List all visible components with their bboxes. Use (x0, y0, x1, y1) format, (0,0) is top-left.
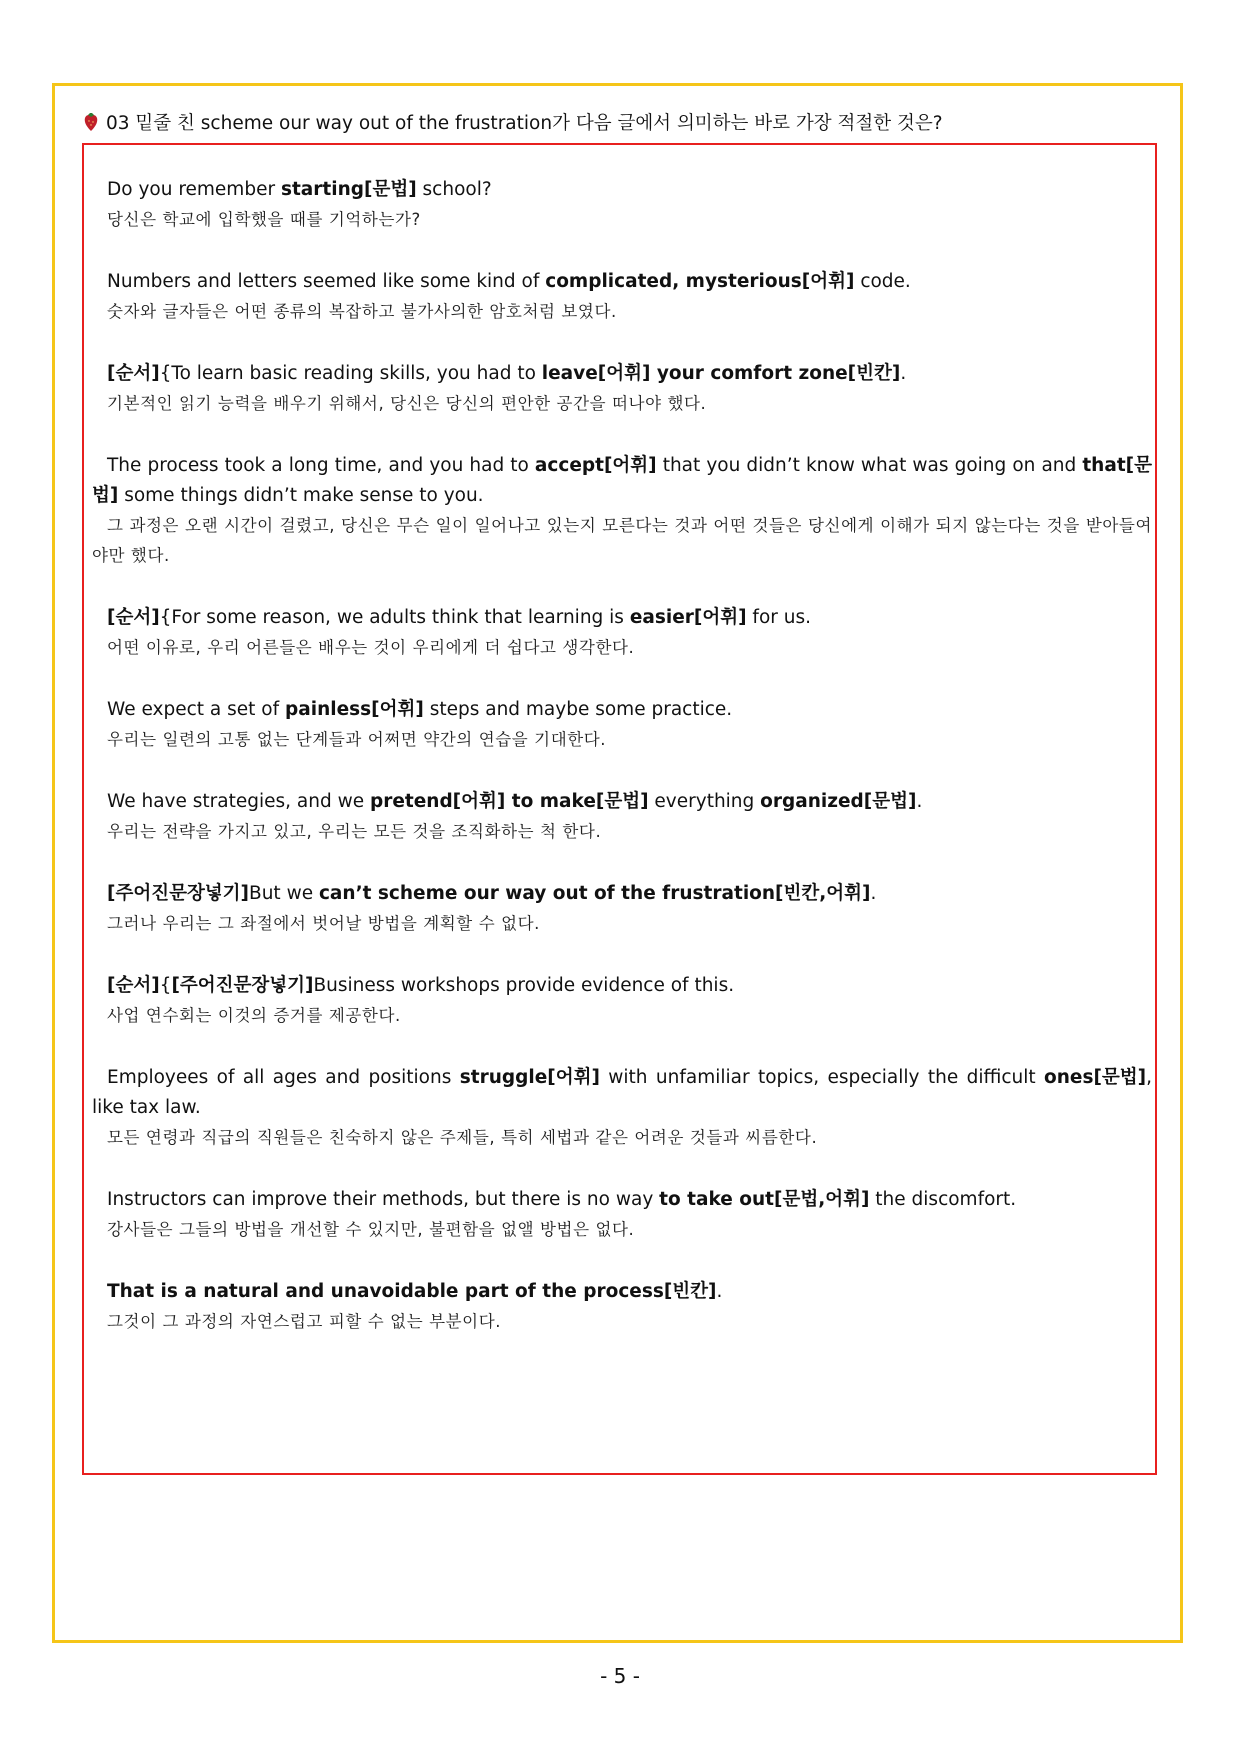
sentence-text: school? (416, 179, 492, 200)
sentence-text: Numbers and letters seemed like some kind of (107, 271, 546, 292)
korean-translation: 모든 연령과 직급의 직원들은 친숙하지 않은 주제들, 특히 세법과 같은 어려운 것들과 씨름한다. (107, 1128, 818, 1147)
korean-translation: 우리는 일련의 고통 없는 단계들과 어쩌면 약간의 연습을 기대한다. (107, 730, 607, 749)
sentence-text: for us. (746, 607, 811, 628)
sentence-text: Employees of all ages and positions (107, 1067, 460, 1088)
english-sentence (92, 787, 1152, 817)
highlighted-phrase: ones[문법] (1044, 1067, 1147, 1088)
sentence-text: . (716, 1281, 723, 1302)
highlighted-phrase: [순서] (107, 975, 160, 996)
english-sentence (92, 1185, 1152, 1215)
sentence-block (92, 787, 1152, 847)
highlighted-phrase: [주어진문장넣기] (107, 883, 250, 904)
sentence-text: everything (648, 791, 761, 812)
sentence-block (92, 695, 1152, 755)
sentence-block (92, 267, 1152, 327)
korean-translation: 그것이 그 과정의 자연스럽고 피할 수 없는 부분이다. (107, 1312, 502, 1331)
sentence-text: with unfamiliar topics, especially the difficult (599, 1067, 1045, 1088)
sentence-text: code. (854, 271, 911, 292)
highlighted-phrase: [순서] (107, 363, 160, 384)
korean-translation: 우리는 전략을 가지고 있고, 우리는 모든 것을 조직화하는 척 한다. (107, 822, 602, 841)
sentence-text: We have strategies, and we (107, 791, 370, 812)
highlighted-phrase: complicated, mysterious[어휘] (545, 271, 855, 292)
english-sentence (92, 451, 1152, 511)
highlighted-phrase: That is a natural and unavoidable part of the process[빈칸] (107, 1281, 717, 1302)
english-sentence (92, 695, 1152, 725)
sentence-text: { (159, 975, 172, 996)
sentence-text: some things didn’t make sense to you. (118, 485, 484, 506)
english-sentence (92, 1063, 1152, 1123)
sentence-text: Business workshops provide evidence of this. (313, 975, 735, 996)
sentence-block (92, 971, 1152, 1031)
sentence-text: {For some reason, we adults think that learning is (159, 607, 630, 628)
highlighted-phrase: leave[어휘] your comfort zone[빈칸] (541, 363, 901, 384)
sentence-block (92, 359, 1152, 419)
english-sentence (92, 175, 1152, 205)
sentence-text: . (916, 791, 923, 812)
english-sentence (92, 879, 1152, 909)
english-sentence (92, 971, 1152, 1001)
passage-sentences (92, 175, 1152, 1369)
highlighted-phrase: accept[어휘] (534, 455, 657, 476)
korean-translation: 어떤 이유로, 우리 어른들은 배우는 것이 우리에게 더 쉽다고 생각한다. (107, 638, 635, 657)
korean-translation: 사업 연수회는 이것의 증거를 제공한다. (107, 1006, 401, 1025)
sentence-block (92, 1063, 1152, 1153)
korean-translation: 그러나 우리는 그 좌절에서 벗어날 방법을 계획할 수 없다. (107, 914, 541, 933)
sentence-text: The process took a long time, and you had to (107, 455, 535, 476)
highlighted-phrase: [순서] (107, 607, 160, 628)
korean-translation: 기본적인 읽기 능력을 배우기 위해서, 당신은 당신의 편안한 공간을 떠나야 했다. (107, 394, 707, 413)
english-sentence (92, 267, 1152, 297)
sentence-text: Do you remember (107, 179, 281, 200)
highlighted-phrase: organized[문법] (760, 791, 917, 812)
highlighted-phrase: starting[문법] (280, 179, 417, 200)
question-text: 03 밑줄 친 scheme our way out of the frustration가 다음 글에서 의미하는 바로 가장 적절한 것은? (106, 113, 943, 134)
highlighted-phrase: struggle[어휘] (459, 1067, 600, 1088)
page-number: - 5 - (600, 1664, 640, 1688)
sentence-block (92, 1277, 1152, 1337)
highlighted-phrase: pretend[어휘] to make[문법] (369, 791, 649, 812)
sentence-text: We expect a set of (107, 699, 285, 720)
sentence-text: {To learn basic reading skills, you had to (159, 363, 542, 384)
sentence-text: the discomfort. (869, 1189, 1017, 1210)
highlighted-phrase: that[문법] (92, 455, 1152, 506)
korean-translation: 그 과정은 오랜 시간이 걸렸고, 당신은 무슨 일이 일어나고 있는지 모른다는 것과 어떤 것들은 당신에게 이해가 되지 않는다는 것을 받아들여야만 했다. (92, 516, 1152, 565)
sentence-block (92, 879, 1152, 939)
korean-translation: 숫자와 글자들은 어떤 종류의 복잡하고 불가사의한 암호처럼 보였다. (107, 302, 617, 321)
highlighted-phrase: to take out[문법,어휘] (659, 1189, 870, 1210)
sentence-block (92, 451, 1152, 571)
sentence-text: that you didn’t know what was going on and (656, 455, 1083, 476)
korean-translation: 강사들은 그들의 방법을 개선할 수 있지만, 불편함을 없앨 방법은 없다. (107, 1220, 635, 1239)
sentence-text: But we (249, 883, 319, 904)
korean-translation: 당신은 학교에 입학했을 때를 기억하는가? (107, 210, 421, 229)
sentence-block (92, 175, 1152, 235)
sentence-text: steps and maybe some practice. (423, 699, 733, 720)
highlighted-phrase: painless[어휘] (285, 699, 424, 720)
question-header (84, 111, 1164, 137)
sentence-block (92, 1185, 1152, 1245)
english-sentence (92, 1277, 1152, 1307)
highlighted-phrase: can’t scheme our way out of the frustration[빈칸,어휘] (318, 883, 871, 904)
english-sentence (92, 603, 1152, 633)
sentence-text: Instructors can improve their methods, but there is no way (107, 1189, 660, 1210)
highlighted-phrase: [주어진문장넣기] (171, 975, 314, 996)
english-sentence (92, 359, 1152, 389)
sentence-text: . (900, 363, 907, 384)
sentence-block (92, 603, 1152, 663)
strawberry-icon (84, 112, 98, 140)
sentence-text: . (870, 883, 877, 904)
highlighted-phrase: easier[어휘] (629, 607, 747, 628)
sentence-text: , like tax law. (92, 1067, 1152, 1118)
